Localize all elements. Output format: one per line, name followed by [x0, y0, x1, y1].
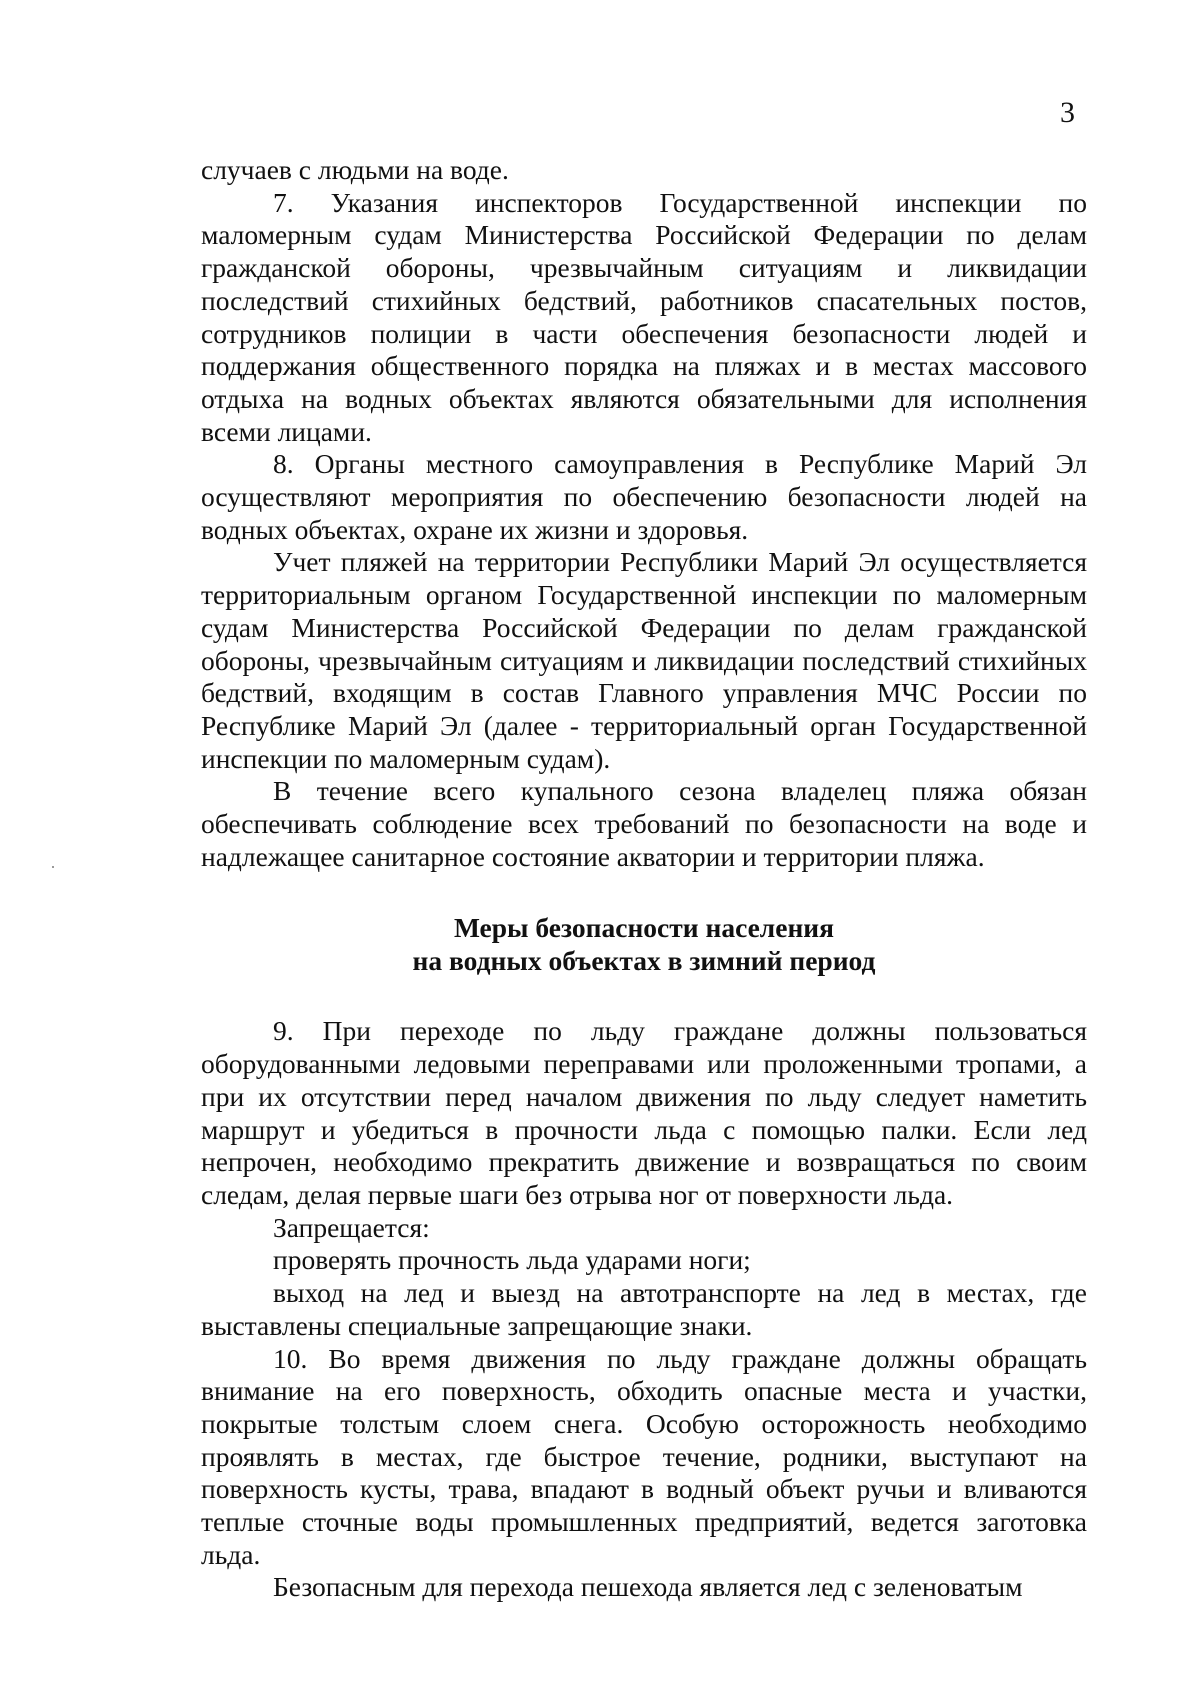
paragraph: 9. При переходе по льду граждане должны пользоваться оборудованными ледовыми переправами или проложенными тропами, а при их отсутствии перед началом движения по льду следует наметить маршрут и убедиться в прочности льда с помощью палки. Если лед непрочен, необходимо прекратить движение и возвращаться по своим следам, делая первые шаги без отрыва ног от поверхности льда. [201, 1015, 1087, 1210]
paragraph: 10. Во время движения по льду граждане должны обращать внимание на его поверхность, обходить опасные места и участки, покрытые толстым слоем снега. Особую осторожность необходимо проявлять в местах, где быстрое течение, родники, выступают на поверхность кусты, трава, впадают в водный объект ручьи и вливаются теплые сточные воды промышленных предприятий, ведется заготовка льда. [201, 1342, 1087, 1570]
paragraph: Запрещается: [273, 1211, 430, 1243]
section-heading-line: на водных объектах в зимний период [412, 945, 876, 977]
section-heading [201, 911, 1087, 977]
paragraph: 8. Органы местного самоуправления в Республике Марий Эл осуществляют мероприятия по обеспечению безопасности людей на водных объектах, охране их жизни и здоровья. [201, 448, 1087, 545]
section-heading-line: Меры безопасности населения [453, 912, 835, 944]
paragraph: выход на лед и выезд на автотранспорте на лед в местах, где выставлены специальные запрещающие знаки. [201, 1277, 1087, 1341]
paragraph: проверять прочность льда ударами ноги; [273, 1244, 751, 1276]
paragraphs-bottom [201, 1015, 1087, 1604]
paragraph: Безопасным для перехода пешехода является лед с зеленоватым [273, 1571, 1023, 1603]
scan-artifact [52, 866, 54, 868]
paragraph: В течение всего купального сезона владелец пляжа обязан обеспечивать соблюдение всех требований по безопасности на воде и надлежащее санитарное состояние акватории и территории пляжа. [201, 775, 1087, 872]
paragraph: случаев с людьми на воде. [201, 154, 509, 185]
page-number: 3 [1060, 96, 1075, 129]
paragraph: 7. Указания инспекторов Государственной инспекции по маломерным судам Министерства Российской Федерации по делам гражданской обороны, чрезвычайным ситуациям и ликвидации последствий стихийных бедствий, работников спасательных постов, сотрудников полиции в части обеспечения безопасности людей и поддержания общественного порядка на пляжах и в местах массового отдыха на водных объектах являются обязательными для исполнения всеми лицами. [201, 186, 1087, 447]
paragraph: Учет пляжей на территории Республики Марий Эл осуществляется территориальным органом Государственной инспекции по маломерным судам Министерства Российской Федерации по делам гражданской обороны, чрезвычайным ситуациям и ликвидации последствий стихийных бедствий, входящим в состав Главного управления МЧС России по Республике Марий Эл (далее - территориальный орган Государственной инспекции по маломерным судам). [201, 546, 1087, 774]
document-body [201, 154, 1087, 1604]
paragraphs-top [201, 154, 1087, 873]
